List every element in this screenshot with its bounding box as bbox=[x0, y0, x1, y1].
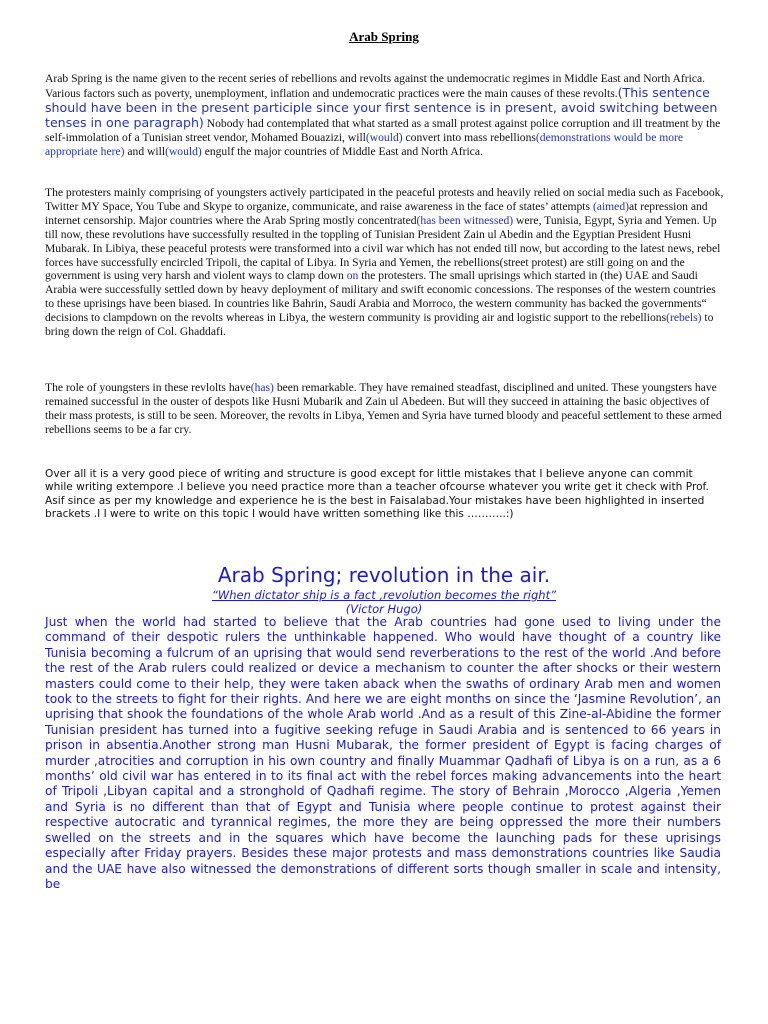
paragraph1-text-5: engulf the major countries of Middle East and North Africa. bbox=[201, 144, 483, 158]
paragraph2-text-5: to bring down the reign of Col. Ghaddafi. bbox=[45, 311, 714, 339]
document-title: Arab Spring bbox=[349, 29, 419, 44]
essay-title: Arab Spring; revolution in the air. bbox=[217, 563, 551, 587]
correction-comment: (This sentence should have been in the present participle since your first sentence is in present, avoid switching between tenses in one paragraph) bbox=[45, 84, 718, 130]
paragraph2-text-1: The protesters mainly comprising of youngsters actively participated in the peaceful protests and heavily relied on social media such as Facebook, Twitter MY Space, You Tube and Skype to organize, communicate, and raise awareness in the face of states’ attempts bbox=[45, 186, 724, 213]
correction-comment: (would) bbox=[365, 130, 403, 144]
essay-body: Just when the world had started to believe that the Arab countries had gone used to living under the command of their despotic rulers the unthinkable happened. Who would have thought of a country like Tunisia becoming a fulcrum of an uprising that would send reverberations to the rest of the world .And before the rest of the Arab rulers could realized or device a mechanism to counter the after shocks or their western masters could come to their help, they were taken aback when the swaths of ordinary Arab men and women took to the streets to fight for their rights. And here we are eight months on since the ‘Jasmine Revolution’, an uprising that shook the foundations of the whole Arab world .And as a result of this Zine-al-Abidine the former Tunisian president has turned into a fugitive seeking refuge in Saudi Arabia and is sentenced to 66 years in prison in absentia.Another strong man Husni Mubarak, the former president of Egypt is facing charges of murder ,atrocities and corruption in his own country and finally Muammar Qadhafi of Libya is on a run, as a 6 months’ old civil war has entered in to its final act with the rebel forces making advancements into the heart of Tripoli ,Libyan capital and a stronghold of Qadhafi regime. The story of Behrain ,Morocco ,Algeria ,Yemen and Syria is no different than that of Egypt and Tunisia where people continue to protest against their respective autocratic and tyrannical regimes, the more they are being oppressed the more their numbers swelled on the streets and in the squares which have become the launching pads for these uprisings especially after Friday prayers. Besides these major protests and mass demonstrations countries like Saudia and the UAE have also witnessed the demonstrations of different sorts though smaller in scale and intensity, be bbox=[45, 615, 721, 891]
epigraph-quote: “When dictator ship is a fact ,revolution becomes the right” bbox=[211, 588, 557, 602]
paragraph-protesters bbox=[45, 186, 725, 339]
correction-comment: (rebels) bbox=[666, 311, 702, 325]
paragraph2-text-2: at repression and internet censorship. Major countries where the Arab Spring mostly concentrated bbox=[45, 199, 708, 227]
correction-comment: (would) bbox=[165, 144, 202, 158]
teacher-feedback: Over all it is a very good piece of writing and structure is good except for little mistakes that I believe anyone can commit while writing extempore .I believe you need practice more than a teacher ofcourse whatever you write get it check with Prof. Asif since as per my knowledge and experience he is the best in Faisalabad.Your mistakes have been highlighted in inserted brackets .I I were to write on this topic I would have written something like this ………..:) bbox=[45, 468, 709, 521]
paragraph-youngsters bbox=[45, 381, 725, 437]
paragraph1-text-3: convert into mass rebellions bbox=[402, 130, 536, 144]
correction-comment: (has been witnessed) bbox=[416, 213, 514, 227]
paragraph1-text-2: Nobody had contemplated that what started as a small protest against police corruption and ill treatment by the self-immolation of a Tunisian street vendor, Mohamed Bouazizi, will bbox=[45, 116, 721, 144]
correction-comment: on bbox=[346, 269, 359, 283]
paragraph1-text-4: and will bbox=[124, 144, 166, 158]
paragraph2-text-4: the protesters. The small uprisings which started in (the) UAE and Saudi Arabia were successfully settled down by heavy deployment of military and swift economic concessions. The responses of the western countries to these uprisings have been biased. In countries like Bahrin, Saudi Arabia and Morroco, the western community has backed the governments“ decisions to clampdown on the revolts whereas in Libya, the western community is providing air and logistic support to the rebellions bbox=[45, 269, 716, 325]
correction-comment: (has) bbox=[250, 381, 274, 394]
paragraph3-text-1: The role of youngsters in these revlolts have bbox=[45, 381, 251, 394]
epigraph-author: (Victor Hugo) bbox=[345, 602, 423, 616]
correction-comment: (demonstrations would be more appropriate here) bbox=[45, 130, 684, 158]
paragraph2-text-3: were, Tunisia, Egypt, Syria and Yemen. Up till now, these revolutions have successfully resulted in the toppling of Tunisian President Zain ul Abedin and the Egyptian President Husni Mubarak. In Libiya, these peaceful protests were transformed into a civil war which has not ended till now, but according to the latest news, rebel forces have successfully encircled Tripoli, the capital of Libya. In Syria and Yemen, the rebellions(street protest) are still going on and the government is using very harsh and violent ways to clamp down bbox=[45, 213, 721, 283]
paragraph3-text-2: been remarkable. They have remained steadfast, disciplined and united. These youngsters have remained successful in the ouster of despots like Husni Mubarik and Zain ul Abedeen. But will they succeed in attaining the basic objectives of their mass protests, is still to be seen. Moreover, the revolts in Libya, Yemen and Syria have turned bloody and peaceful settlement to these armed rebellions seems to be a far cry. bbox=[45, 381, 722, 436]
paragraph-introduction bbox=[45, 72, 725, 158]
correction-comment: (aimed) bbox=[592, 199, 629, 213]
paragraph1-text-1: Arab Spring is the name given to the recent series of rebellions and revolts against the undemocratic regimes in Middle East and North Africa. Various factors such as poverty, unemployment, inflation and undemocratic practices were the main causes of these revolts. bbox=[45, 72, 706, 100]
